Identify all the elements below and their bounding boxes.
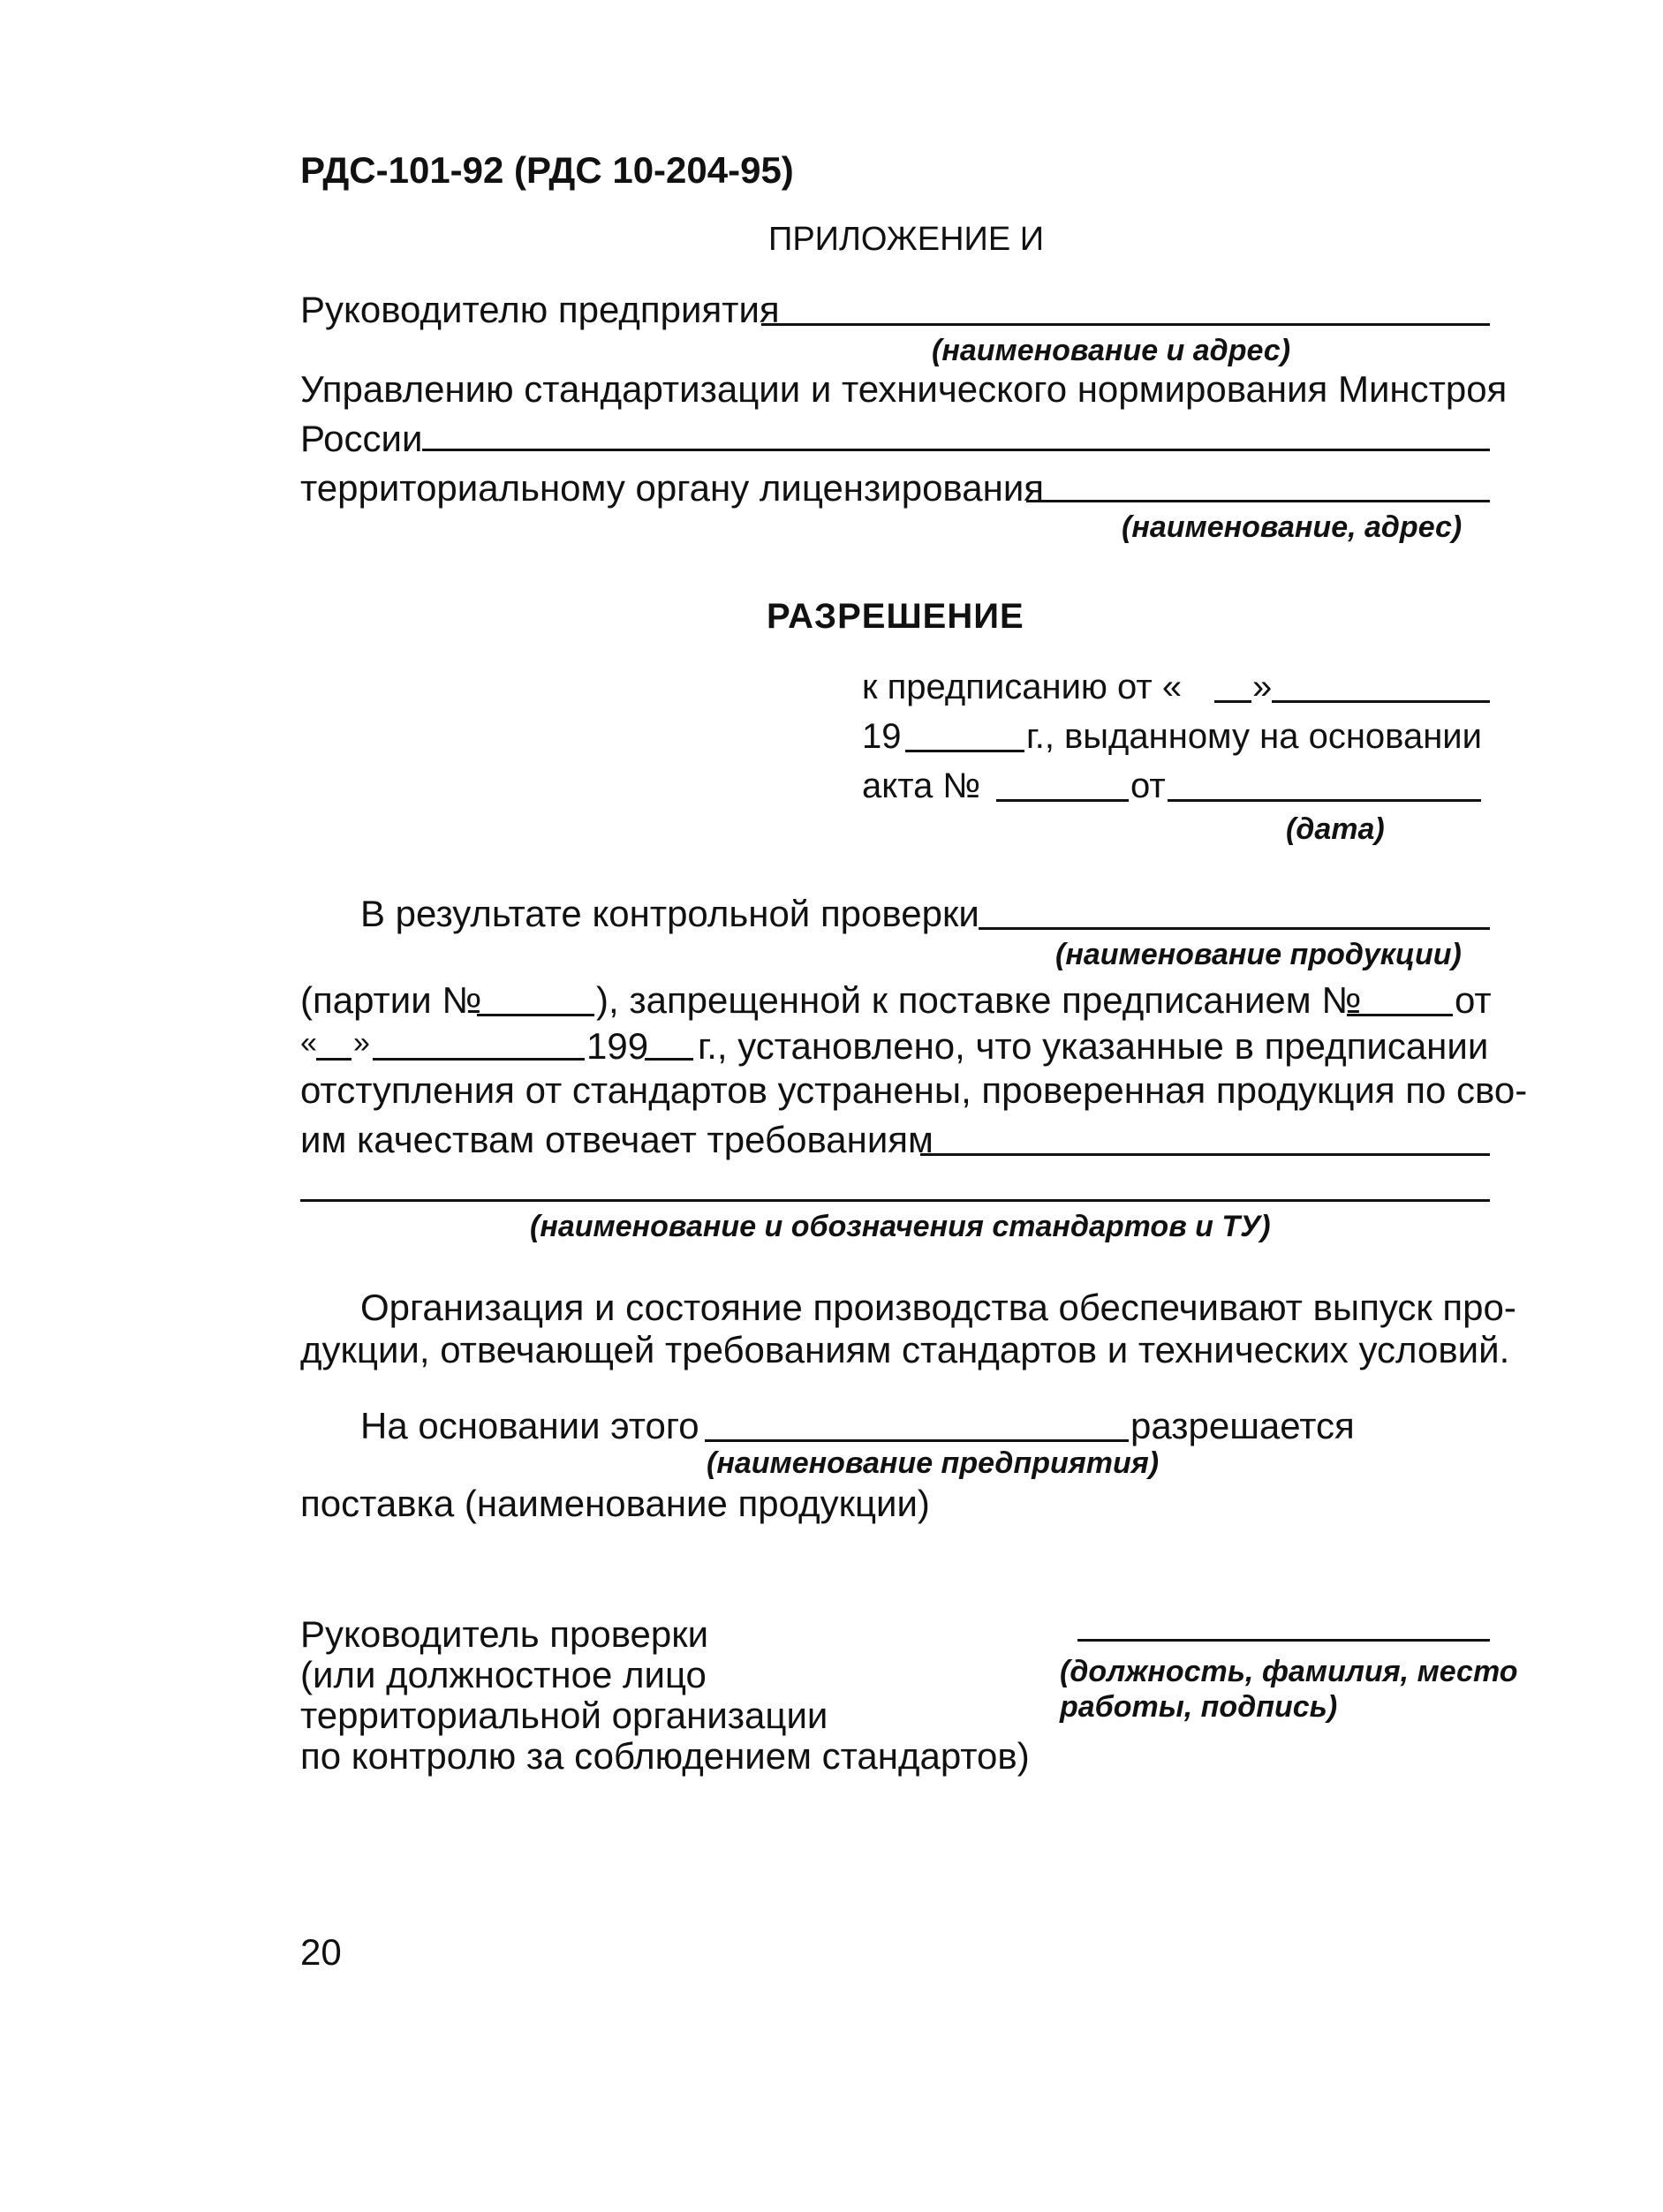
addressee-line-4: территориальному органу лицензирования: [300, 467, 1045, 509]
addressee-line-1: Руководителю предприятия: [300, 289, 780, 330]
body-line-3d: г., установлено, что указанные в предписании: [698, 1025, 1489, 1067]
body-line-8b: разрешается: [1130, 1405, 1355, 1446]
fill-line: [1214, 700, 1251, 703]
document-title: РАЗРЕШЕНИЕ: [767, 597, 1024, 636]
body-line-1: В результате контрольной проверки: [360, 893, 979, 934]
document-code: РДС-101-92 (РДС 10-204-95): [300, 149, 794, 191]
signature-fill-line: [1077, 1639, 1490, 1642]
reference-line-3a: акта №: [862, 766, 981, 805]
fill-line: [300, 1199, 1490, 1202]
signature-caption-2: работы, подпись): [1060, 1690, 1338, 1724]
signature-line-4: по контролю за соблюдением стандартов): [300, 1735, 1030, 1777]
reference-line-1b: »: [1252, 668, 1273, 706]
body-line-8a: На основании этого: [360, 1405, 699, 1446]
body-line-3a: «: [300, 1026, 317, 1060]
caption-product-name: (наименование продукции): [1055, 938, 1462, 971]
fill-line: [905, 750, 1024, 752]
body-line-4: отступления от стандартов устранены, проверенная продукция по сво-: [300, 1069, 1528, 1111]
fill-line: [373, 1058, 585, 1061]
fill-line: [979, 927, 1490, 930]
caption-name-address: (наименование и адрес): [932, 334, 1291, 367]
signature-line-2: (или должностное лицо: [300, 1654, 707, 1695]
caption-standards: (наименование и обозначения стандартов и ТУ): [530, 1210, 1271, 1243]
fill-line: [705, 1439, 1129, 1442]
body-line-3c: 199: [586, 1025, 649, 1067]
fill-line: [761, 323, 1490, 326]
addressee-line-3: России: [300, 418, 423, 459]
body-line-6: Организация и состояние производства обеспечивают выпуск про-: [360, 1287, 1516, 1328]
reference-line-1a: к предписанию от «: [862, 668, 1183, 706]
caption-name-address-2: (наименование, адрес): [1122, 510, 1463, 544]
fill-line: [996, 799, 1129, 802]
body-line-2a: (партии №: [300, 979, 482, 1021]
body-line-3b: »: [353, 1026, 370, 1060]
fill-line: [1272, 700, 1490, 703]
fill-line: [920, 1153, 1490, 1156]
fill-line: [1026, 500, 1490, 502]
fill-line: [477, 1014, 594, 1016]
fill-line: [645, 1058, 693, 1061]
addressee-line-2: Управлению стандартизации и технического нормирования Минстроя: [300, 368, 1508, 410]
fill-line: [422, 449, 1490, 451]
body-line-2c: от: [1455, 979, 1492, 1021]
page-number: 20: [300, 1931, 342, 1973]
fill-line: [1168, 799, 1481, 802]
appendix-label: ПРИЛОЖЕНИЕ И: [768, 221, 1045, 258]
signature-line-3: территориальной организации: [300, 1695, 828, 1736]
caption-enterprise-name: (наименование предприятия): [707, 1446, 1160, 1480]
signature-caption-1: (должность, фамилия, место: [1060, 1655, 1518, 1688]
fill-line: [316, 1058, 351, 1061]
fill-line: [1347, 1014, 1453, 1016]
body-line-7: дукции, отвечающей требованиям стандартов и технических условий.: [300, 1329, 1510, 1370]
signature-line-1: Руководитель проверки: [300, 1613, 709, 1655]
reference-line-3b: от: [1130, 766, 1166, 805]
body-line-9: поставка (наименование продукции): [300, 1483, 930, 1524]
reference-line-2b: г., выданному на основании: [1026, 717, 1482, 756]
body-line-2b: ), запрещенной к поставке предписанием №: [596, 979, 1362, 1021]
caption-date: (дата): [1286, 812, 1385, 846]
reference-line-2a: 19: [862, 717, 902, 756]
body-line-5: им качествам отвечает требованиям: [300, 1119, 934, 1160]
